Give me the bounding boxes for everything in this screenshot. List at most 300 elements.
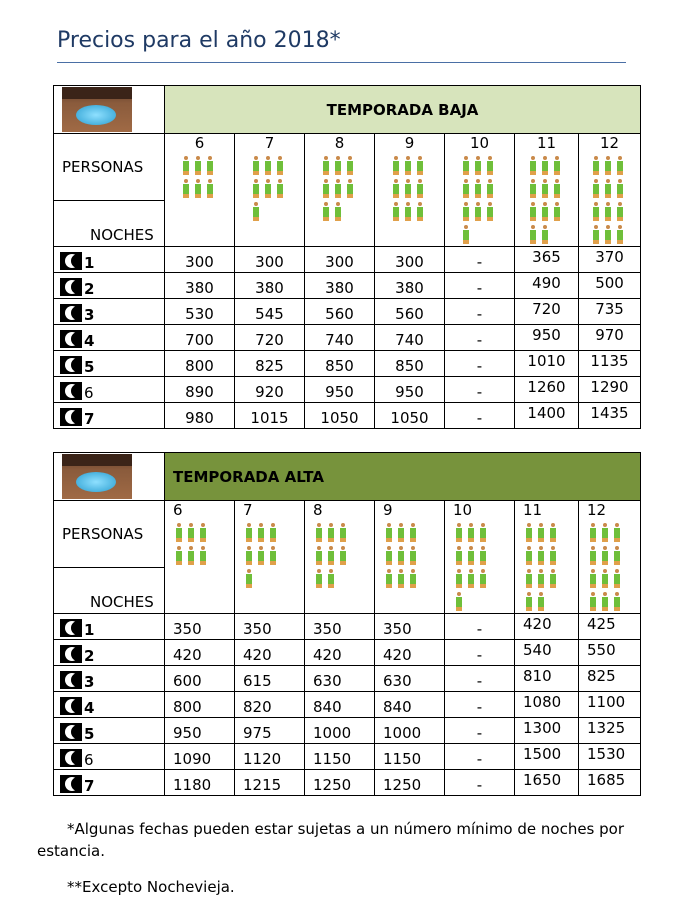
person-icon xyxy=(243,521,255,544)
person-icon xyxy=(414,177,426,200)
person-icon xyxy=(204,177,216,200)
people-icons xyxy=(587,521,627,613)
table-row xyxy=(54,666,641,692)
price-cell: - xyxy=(445,640,515,666)
person-icon xyxy=(599,521,611,544)
nights-label xyxy=(54,744,165,770)
price-cell: 1685 xyxy=(579,770,641,796)
person-icon xyxy=(602,177,614,200)
column-header xyxy=(579,501,641,614)
person-icon xyxy=(472,200,484,223)
price-cell: 950 xyxy=(515,325,579,351)
person-icon xyxy=(611,521,623,544)
moon-icon xyxy=(60,697,82,715)
person-icon xyxy=(383,544,395,567)
person-icon xyxy=(453,521,465,544)
price-cell: 1090 xyxy=(165,744,235,770)
price-cell: 420 xyxy=(165,640,235,666)
person-icon xyxy=(402,154,414,177)
price-cell: 490 xyxy=(515,273,579,299)
price-cell: 970 xyxy=(579,325,641,351)
person-icon xyxy=(611,590,623,613)
person-icon xyxy=(527,177,539,200)
person-icon xyxy=(465,567,477,590)
people-count: 8 xyxy=(313,501,323,519)
person-icon xyxy=(383,567,395,590)
column-header xyxy=(515,501,579,614)
price-cell: 350 xyxy=(165,614,235,640)
person-icon xyxy=(332,154,344,177)
price-cell: 365 xyxy=(515,247,579,273)
price-cell: 740 xyxy=(305,325,375,351)
person-icon xyxy=(325,521,337,544)
person-icon xyxy=(472,154,484,177)
season-header: TEMPORADA BAJA xyxy=(165,86,641,134)
nights-count: 4 xyxy=(84,699,95,717)
price-cell: 380 xyxy=(375,273,445,299)
price-cell: - xyxy=(445,299,515,325)
price-cell: 1000 xyxy=(305,718,375,744)
person-icon xyxy=(250,200,262,223)
price-cell: 800 xyxy=(165,351,235,377)
price-cell: 380 xyxy=(165,273,235,299)
price-cell: 950 xyxy=(305,377,375,403)
price-cell: 630 xyxy=(305,666,375,692)
people-count: 6 xyxy=(194,134,205,152)
person-icon xyxy=(539,200,551,223)
price-cell: 540 xyxy=(515,640,579,666)
person-icon xyxy=(204,154,216,177)
person-icon xyxy=(535,521,547,544)
nights-label xyxy=(54,692,165,718)
person-icon xyxy=(539,154,551,177)
person-icon xyxy=(390,200,402,223)
person-icon xyxy=(414,154,426,177)
person-icon xyxy=(527,154,539,177)
price-cell: 920 xyxy=(235,377,305,403)
person-icon xyxy=(587,544,599,567)
moon-icon xyxy=(60,278,82,296)
person-icon xyxy=(484,200,496,223)
person-icon xyxy=(192,154,204,177)
nights-label xyxy=(54,770,165,796)
person-icon xyxy=(587,567,599,590)
people-count: 12 xyxy=(599,134,620,152)
column-header xyxy=(375,501,445,614)
people-count: 9 xyxy=(383,501,393,519)
price-cell: 300 xyxy=(165,247,235,273)
price-cell: 550 xyxy=(579,640,641,666)
nights-count: 6 xyxy=(84,751,94,769)
column-header xyxy=(305,501,375,614)
price-cell: 1080 xyxy=(515,692,579,718)
table-row xyxy=(54,377,641,403)
people-icons xyxy=(173,521,213,567)
person-icon xyxy=(255,544,267,567)
price-cell: 1530 xyxy=(579,744,641,770)
price-cell: - xyxy=(445,247,515,273)
column-header xyxy=(579,134,641,247)
price-cell: 1300 xyxy=(515,718,579,744)
person-icon xyxy=(180,177,192,200)
price-cell: 1435 xyxy=(579,403,641,429)
person-icon xyxy=(395,521,407,544)
price-table-high-season xyxy=(53,452,641,796)
price-cell: 1250 xyxy=(375,770,445,796)
person-icon xyxy=(551,177,563,200)
price-cell: 1015 xyxy=(235,403,305,429)
person-icon xyxy=(390,154,402,177)
price-cell: 1120 xyxy=(235,744,305,770)
person-icon xyxy=(523,567,535,590)
person-icon xyxy=(332,200,344,223)
price-cell: - xyxy=(445,692,515,718)
person-icon xyxy=(477,544,489,567)
price-cell: 735 xyxy=(579,299,641,325)
price-cell: 1150 xyxy=(305,744,375,770)
moon-icon xyxy=(60,645,82,663)
person-icon xyxy=(590,177,602,200)
person-icon xyxy=(599,590,611,613)
price-cell: 700 xyxy=(165,325,235,351)
price-cell: 1050 xyxy=(305,403,375,429)
person-icon xyxy=(587,521,599,544)
person-icon xyxy=(344,154,356,177)
column-header xyxy=(445,501,515,614)
person-icon xyxy=(599,567,611,590)
price-cell: 840 xyxy=(375,692,445,718)
price-cell: 380 xyxy=(235,273,305,299)
price-cell: 560 xyxy=(305,299,375,325)
person-icon xyxy=(614,154,626,177)
price-table-low-season xyxy=(53,85,641,429)
person-icon xyxy=(590,200,602,223)
person-icon xyxy=(477,521,489,544)
price-cell: 1135 xyxy=(579,351,641,377)
person-icon xyxy=(250,177,262,200)
noches-label: NOCHES xyxy=(54,201,165,247)
person-icon xyxy=(547,567,559,590)
person-icon xyxy=(535,590,547,613)
person-icon xyxy=(313,567,325,590)
people-icons xyxy=(180,154,220,200)
moon-icon xyxy=(60,356,82,374)
nights-count: 3 xyxy=(84,673,95,691)
people-icons xyxy=(243,521,283,590)
person-icon xyxy=(547,544,559,567)
person-icon xyxy=(535,567,547,590)
nights-label xyxy=(54,299,165,325)
nights-label xyxy=(54,273,165,299)
column-header xyxy=(515,134,579,247)
price-cell: 1500 xyxy=(515,744,579,770)
nights-count: 1 xyxy=(84,254,95,272)
price-cell: 350 xyxy=(235,614,305,640)
column-header xyxy=(305,134,375,247)
price-cell: - xyxy=(445,718,515,744)
person-icon xyxy=(453,567,465,590)
nights-label xyxy=(54,247,165,273)
moon-icon xyxy=(60,408,82,426)
person-icon xyxy=(535,544,547,567)
people-count: 7 xyxy=(264,134,275,152)
price-cell: 1260 xyxy=(515,377,579,403)
people-count: 10 xyxy=(469,134,490,152)
price-cell: 1290 xyxy=(579,377,641,403)
price-cell: 420 xyxy=(375,640,445,666)
person-icon xyxy=(414,200,426,223)
person-icon xyxy=(523,590,535,613)
people-icons xyxy=(523,521,563,613)
price-cell: 825 xyxy=(235,351,305,377)
column-header xyxy=(375,134,445,247)
person-icon xyxy=(460,200,472,223)
moon-icon xyxy=(60,619,82,637)
person-icon xyxy=(551,154,563,177)
price-cell: - xyxy=(445,744,515,770)
person-icon xyxy=(407,567,419,590)
person-icon xyxy=(320,177,332,200)
nights-count: 7 xyxy=(84,410,95,428)
personas-label: PERSONAS xyxy=(54,501,165,568)
price-cell: 850 xyxy=(305,351,375,377)
price-cell: 1150 xyxy=(375,744,445,770)
price-cell: 300 xyxy=(305,247,375,273)
person-icon xyxy=(325,544,337,567)
price-cell: 1400 xyxy=(515,403,579,429)
price-cell: - xyxy=(445,770,515,796)
person-icon xyxy=(539,177,551,200)
table-row xyxy=(54,273,641,299)
season-header: TEMPORADA ALTA xyxy=(165,453,641,501)
nights-count: 1 xyxy=(84,621,95,639)
person-icon xyxy=(614,200,626,223)
person-icon xyxy=(460,223,472,246)
price-cell: 545 xyxy=(235,299,305,325)
price-cell: 980 xyxy=(165,403,235,429)
person-icon xyxy=(197,544,209,567)
people-count: 8 xyxy=(334,134,345,152)
nights-label xyxy=(54,666,165,692)
person-icon xyxy=(313,544,325,567)
person-icon xyxy=(337,544,349,567)
column-header xyxy=(445,134,515,247)
person-icon xyxy=(523,521,535,544)
person-icon xyxy=(390,177,402,200)
person-icon xyxy=(395,567,407,590)
nights-label xyxy=(54,614,165,640)
moon-icon xyxy=(60,382,82,400)
person-icon xyxy=(587,590,599,613)
pool-photo xyxy=(62,454,132,499)
nights-label xyxy=(54,718,165,744)
person-icon xyxy=(185,521,197,544)
person-icon xyxy=(325,567,337,590)
moon-icon xyxy=(60,723,82,741)
price-cell: 615 xyxy=(235,666,305,692)
person-icon xyxy=(255,521,267,544)
price-cell: 720 xyxy=(515,299,579,325)
price-cell: 370 xyxy=(579,247,641,273)
person-icon xyxy=(453,544,465,567)
photo-cell xyxy=(54,86,165,134)
price-cell: 810 xyxy=(515,666,579,692)
person-icon xyxy=(599,544,611,567)
people-icons xyxy=(590,154,630,246)
person-icon xyxy=(460,177,472,200)
person-icon xyxy=(197,521,209,544)
person-icon xyxy=(527,223,539,246)
price-cell: 1000 xyxy=(375,718,445,744)
price-cell: 350 xyxy=(375,614,445,640)
person-icon xyxy=(602,154,614,177)
person-icon xyxy=(274,154,286,177)
price-cell: 1100 xyxy=(579,692,641,718)
table-row xyxy=(54,247,641,273)
person-icon xyxy=(243,567,255,590)
nights-count: 6 xyxy=(84,384,94,402)
footnote-new-years-eve: **Excepto Nochevieja. xyxy=(67,878,235,896)
pool-photo xyxy=(62,87,132,132)
person-icon xyxy=(523,544,535,567)
price-cell: - xyxy=(445,403,515,429)
footnote-minimum-nights: *Algunas fechas pueden estar sujetas a un número mínimo de noches por estancia. xyxy=(37,820,625,860)
price-cell: 600 xyxy=(165,666,235,692)
price-cell: 1325 xyxy=(579,718,641,744)
nights-count: 2 xyxy=(84,280,95,298)
person-icon xyxy=(547,521,559,544)
price-cell: 630 xyxy=(375,666,445,692)
price-cell: 350 xyxy=(305,614,375,640)
people-icons xyxy=(390,154,430,223)
price-cell: 975 xyxy=(235,718,305,744)
people-icons xyxy=(527,154,567,246)
person-icon xyxy=(192,177,204,200)
people-icons xyxy=(320,154,360,223)
nights-count: 3 xyxy=(84,306,95,324)
price-cell: 820 xyxy=(235,692,305,718)
people-count: 12 xyxy=(587,501,607,519)
person-icon xyxy=(407,544,419,567)
person-icon xyxy=(337,521,349,544)
table-row xyxy=(54,614,641,640)
photo-cell xyxy=(54,453,165,501)
price-cell: 850 xyxy=(375,351,445,377)
nights-count: 5 xyxy=(84,358,95,376)
price-cell: 1250 xyxy=(305,770,375,796)
moon-icon xyxy=(60,775,82,793)
price-cell: 840 xyxy=(305,692,375,718)
nights-count: 2 xyxy=(84,647,95,665)
moon-icon xyxy=(60,304,82,322)
person-icon xyxy=(590,154,602,177)
price-cell: 425 xyxy=(579,614,641,640)
person-icon xyxy=(320,200,332,223)
person-icon xyxy=(344,177,356,200)
people-icons xyxy=(250,154,290,223)
nights-label xyxy=(54,640,165,666)
price-cell: 420 xyxy=(515,614,579,640)
personas-label: PERSONAS xyxy=(54,134,165,201)
price-cell: 500 xyxy=(579,273,641,299)
person-icon xyxy=(173,544,185,567)
table-row xyxy=(54,744,641,770)
person-icon xyxy=(267,544,279,567)
table-row xyxy=(54,770,641,796)
price-cell: 560 xyxy=(375,299,445,325)
nights-count: 4 xyxy=(84,332,95,350)
person-icon xyxy=(539,223,551,246)
person-icon xyxy=(267,521,279,544)
person-icon xyxy=(602,223,614,246)
person-icon xyxy=(402,200,414,223)
person-icon xyxy=(180,154,192,177)
person-icon xyxy=(332,177,344,200)
people-count: 7 xyxy=(243,501,253,519)
price-cell: - xyxy=(445,614,515,640)
person-icon xyxy=(551,200,563,223)
moon-icon xyxy=(60,749,82,767)
person-icon xyxy=(402,177,414,200)
person-icon xyxy=(590,223,602,246)
column-header xyxy=(165,134,235,247)
title-divider xyxy=(57,62,626,63)
person-icon xyxy=(395,544,407,567)
price-cell: 1650 xyxy=(515,770,579,796)
person-icon xyxy=(274,177,286,200)
nights-label xyxy=(54,377,165,403)
price-cell: 1050 xyxy=(375,403,445,429)
nights-label xyxy=(54,351,165,377)
price-cell: 380 xyxy=(305,273,375,299)
nights-label xyxy=(54,403,165,429)
price-cell: - xyxy=(445,273,515,299)
person-icon xyxy=(465,544,477,567)
price-cell: 300 xyxy=(375,247,445,273)
price-cell: - xyxy=(445,325,515,351)
price-cell: - xyxy=(445,377,515,403)
person-icon xyxy=(484,177,496,200)
column-header xyxy=(235,501,305,614)
table-row xyxy=(54,403,641,429)
person-icon xyxy=(527,200,539,223)
person-icon xyxy=(313,521,325,544)
person-icon xyxy=(602,200,614,223)
people-count: 11 xyxy=(523,501,543,519)
price-cell: 1010 xyxy=(515,351,579,377)
table-row xyxy=(54,692,641,718)
moon-icon xyxy=(60,671,82,689)
people-icons xyxy=(313,521,353,590)
table-row xyxy=(54,640,641,666)
person-icon xyxy=(460,154,472,177)
price-cell: 420 xyxy=(235,640,305,666)
person-icon xyxy=(262,177,274,200)
price-cell: 800 xyxy=(165,692,235,718)
price-cell: 420 xyxy=(305,640,375,666)
person-icon xyxy=(614,223,626,246)
person-icon xyxy=(453,590,465,613)
price-cell: 1215 xyxy=(235,770,305,796)
people-icons xyxy=(453,521,493,613)
price-cell: - xyxy=(445,666,515,692)
person-icon xyxy=(477,567,489,590)
page-title: Precios para el año 2018* xyxy=(57,28,341,53)
person-icon xyxy=(173,521,185,544)
people-count: 11 xyxy=(536,134,557,152)
price-cell: 740 xyxy=(375,325,445,351)
table-row xyxy=(54,299,641,325)
